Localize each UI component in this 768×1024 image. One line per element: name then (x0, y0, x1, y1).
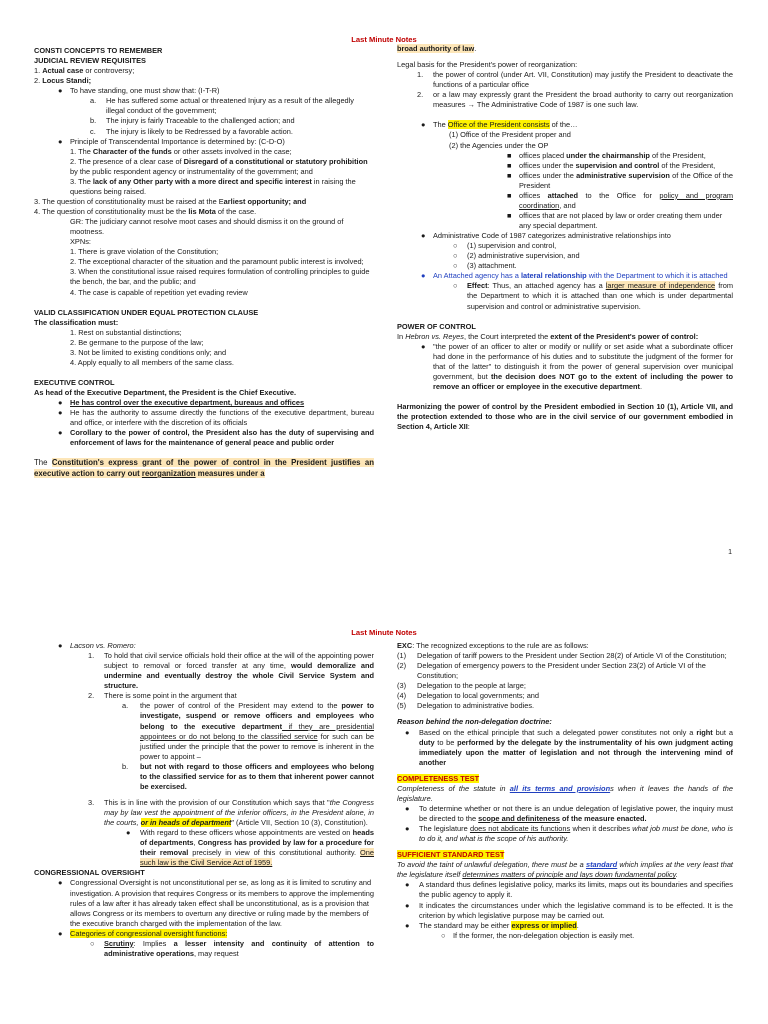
section-heading: POWER OF CONTROL (397, 321, 476, 331)
list-item: ● With regard to these officers whose appointments are vested on heads of departments, Congress has provided by law for a procedure for their removal precisely in view of this constitutional authority. One such law is the Civil Service Act of 1959. (126, 828, 375, 868)
list-item: ● Categories of congressional oversight functions: (58, 928, 228, 938)
list-item: ● Based on the ethical principle that such a delegated power constitutes not only a right but a duty to be performed by the delegate by the instrumentality of his own judgment acting immediately upon the matter of legislation and not through the intervening mind of another (405, 727, 734, 767)
list-item: (2) Delegation of emergency powers to the President under Section 23(2) of Article VI of the Constitution; (397, 661, 706, 681)
requisite-2: 2. Locus Standi; (34, 76, 92, 86)
list-item: 3. The lack of any Other party with a more direct and specific interest in raising the questions being raised. (70, 176, 356, 196)
list-item: ● "the power of an officer to alter or modify or nullify or set aside what a subordinate officer had done in the performance of his duties and to substitute the judgment of the former for that of the latter" to distinguish it from the power of general supervision over municipal government, but the decision does NOT go to the extent of including the power to remove an officer or employee in the executive department. (421, 341, 734, 391)
list-item: 3. Not be limited to existing conditions only; and (70, 347, 227, 357)
page2-right-column (397, 641, 733, 941)
paragraph: Completeness of the statute in all its terms and provisions when it leaves the hands of the legislature. (397, 783, 733, 803)
exceptions-label: XPNs: (70, 237, 91, 247)
list-item: ● Principle of Transcendental Importance is determined by: (C-D-O) (58, 136, 285, 146)
list-item: ● The Office of the President consists of the… (421, 120, 578, 130)
list-item: ■ offices that are not placed by law or order creating them under any special department. (507, 210, 723, 230)
section-subheading: As head of the Executive Department, the President is the Chief Executive. (34, 388, 297, 397)
list-item: ● The standard may be either express or implied. (405, 920, 579, 930)
section-subheading: Reason behind the non-delegation doctrine: (397, 717, 552, 727)
list-item: 2. The presence of a clear case of Disregard of a constitutional or statutory prohibition by the public respondent agency or instrumentality of the government; and (70, 156, 368, 176)
list-item: ● To determine whether or not there is an undue delegation of legislative power, the inquiry must be directed to the scope and definiteness of the measure enacted. (405, 803, 733, 823)
list-item: (1) Office of the President proper and (449, 130, 571, 140)
list-item: ● Administrative Code of 1987 categorizes administrative relationships into (421, 231, 671, 241)
list-item: ● A standard thus defines legislative policy, marks its limits, maps out its boundaries and specifies the public agency to apply it. (405, 880, 733, 900)
section-heading: CONGRESSIONAL OVERSIGHT (34, 868, 145, 878)
document-page-2 (0, 615, 768, 1024)
list-item: ● He has control over the executive department, bureaus and offices (58, 398, 305, 408)
list-item: (3) Delegation to the people at large; (397, 681, 526, 691)
list-item: ○ (1) supervision and control, (453, 241, 557, 251)
list-item: b. but not with regard to those officers and employees who belong to the classified service for as to them that inherent power cannot be exercised. (122, 761, 374, 791)
list-item: ● The legislature does not abdicate its functions when it describes what job must be done, who is to do it, and what is the scope of his authority. (405, 824, 733, 844)
requisite-4: 4. The question of constitutionality must be the lis Mota of the case. (34, 207, 257, 216)
list-item: c. The injury is likely to be Redressed by a favorable action. (90, 126, 293, 136)
list-item: ● Lacson vs. Romero: (58, 641, 136, 650)
list-item: ● Congressional Oversight is not unconstitutional per se, as long as it is limited to scrutiny and investigation. A provision that requires Congress or its members to approve the implementing rules of a law after it has already taken effect shall be unconstitutional, as is a provision that allows Congress or its members to overturn any directive or ruling made by the members of the executive branch charged with the implementation of the law. (58, 878, 374, 928)
paragraph: broad authority of law. (397, 44, 477, 53)
list-item: ● It indicates the circumstances under which the legislative command is to be effected. It is the criterion by which legislative purpose may be carried out. (405, 900, 733, 920)
list-item: 1. Rest on substantial distinctions; (70, 327, 182, 337)
list-item: ● To have standing, one must show that: (I-T-R) (58, 86, 220, 96)
requisite-3: 3. The question of constitutionality must be raised at the Earliest opportunity; and (34, 196, 307, 206)
list-item: 1. There is grave violation of the Constitution; (70, 247, 219, 257)
page2-left-column (34, 641, 374, 959)
list-item: a. the power of control of the President may extend to the power to investigate, suspend or remove officers and employees who belong to the executive department if they are presidential appointees or do not belong to the classified service for such can be justified under the principle that the power to remove is inherent in the power to appoint – (122, 701, 375, 761)
list-item: 2. Be germane to the purpose of the law; (70, 337, 204, 347)
list-item: ■ offices under the administrative supervision of the Office of the President (507, 170, 733, 190)
list-item: 1. The Character of the funds or other assets involved in the case; (70, 146, 292, 156)
list-item: 1. the power of control (under Art. VII, Constitution) may justify the President to deactivate the functions of a particular office (417, 70, 733, 90)
section-heading: COMPLETENESS TEST (397, 773, 480, 783)
paragraph: EXC: The recognized exceptions to the rule are as follows: (397, 641, 589, 650)
page-number: 1 (728, 549, 732, 556)
list-item: 3. This is in line with the provision of our Constitution which says that "the Congress may by law vest the appointment of the inferior officers, in the President alone, in the courts, or in heads of department" (Article VII, Section 10 (3), Constitution). (88, 797, 374, 828)
general-rule: GR: The judiciary cannot resolve moot cases and should dismiss it on the ground of mootness. (70, 217, 344, 237)
section-subheading: The classification must: (34, 317, 119, 327)
paragraph: Harmonizing the power of control by the President embodied in Section 10 (1), Article VII, and the protection extended to those who are in the civil service of our government embodied in Section 4, Article XII: (397, 402, 733, 432)
list-item: (4) Delegation to local governments; and (397, 691, 540, 701)
section-heading: SUFFICIENT STANDARD TEST (397, 850, 505, 860)
list-item: a. He has suffered some actual or threatened Injury as a result of the allegedly illegal conduct of the government; (90, 96, 355, 116)
list-item: ● He has the authority to assume directly the functions of the executive department, bureau and office, or interfere with the discretion of its officials (58, 408, 374, 428)
page-header: Last Minute Notes (351, 35, 417, 44)
list-item: ○ (3) attachment. (453, 261, 517, 271)
page1-left-column (34, 46, 374, 480)
list-item: 4. Apply equally to all members of the same class. (70, 357, 234, 367)
section-heading: EXECUTIVE CONTROL (34, 377, 115, 387)
list-item: 2. The exceptional character of the situation and the paramount public interest is involved; (70, 257, 364, 267)
paragraph: The Constitution's express grant of the power of control in the President justifies an executive action to carry out reorganization measures under a (34, 458, 374, 478)
list-item: 1. To hold that civil service officials hold their office at the will of the appointing power subject to removal or forced transfer at any time, would demoralize and undermine and eventually destroy the whole Civil Service System and structure. (88, 651, 375, 691)
list-item: 3. When the constitutional issue raised requires formulation of controlling principles to guide the bench, the bar, and the public; and (70, 267, 370, 287)
list-item: ● An Attached agency has a lateral relationship with the Department to which it is attached (421, 271, 728, 281)
list-item: (2) the Agencies under the OP (449, 140, 549, 150)
requisite-1: 1. Actual case or controversy; (34, 66, 135, 76)
list-item: ○ Scrutiny: Implies a lesser intensity and continuity of attention to administrative operations, may request (90, 938, 374, 958)
section-heading: CONSTI CONCEPTS TO REMEMBER (34, 46, 163, 55)
section-heading: JUDICIAL REVIEW REQUISITES (34, 56, 146, 66)
page1-right-column (397, 44, 733, 432)
section-heading: VALID CLASSIFICATION UNDER EQUAL PROTECTION CLAUSE (34, 307, 259, 317)
page-header: Last Minute Notes (351, 628, 417, 637)
list-item: ■ offices under the supervision and control of the President, (507, 160, 716, 170)
paragraph: In Hebron vs. Reyes, the Court interpreted the extent of the President's power of control: (397, 331, 699, 341)
paragraph: To avoid the taint of unlawful delegation, there must be a standard which implies at the very least that the legislature itself determines matters of principle and lays down fundamental policy. (397, 860, 733, 880)
list-item: ○ (2) administrative supervision, and (453, 251, 580, 261)
list-item: b. The injury is fairly Traceable to the challenged action; and (90, 116, 295, 126)
page-gap (0, 575, 768, 615)
list-item: ○ Effect: Thus, an attached agency has a larger measure of independence from the Department to which it is attached than one which is under departmental supervision and control or administrative supervision. (453, 281, 733, 311)
list-item: (1) Delegation of tariff powers to the President under Section 28(2) of Article VI of the Constitution; (397, 651, 727, 661)
list-item: (5) Delegation to administrative bodies. (397, 701, 535, 711)
list-item: ■ offices attached to the Office for policy and program coordination, and (507, 190, 734, 210)
list-item: 2. or a law may expressly grant the President the broad authority to carry out reorganization measures → The Administrative Code of 1987 is one such law. (417, 90, 733, 110)
list-item: 2. There is some point in the argument that (88, 691, 237, 701)
list-item: 4. The case is capable of repetition yet evading review (70, 287, 248, 297)
list-item: ● Corollary to the power of control, the President also has the duty of supervising and enforcement of laws for the maintenance of general peace and public order (58, 428, 374, 448)
list-item: ■ offices placed under the chairmanship of the President, (507, 150, 706, 160)
list-item: ○ If the former, the non-delegation objection is easily met. (441, 930, 635, 940)
paragraph: Legal basis for the President's power of reorganization: (397, 60, 578, 70)
